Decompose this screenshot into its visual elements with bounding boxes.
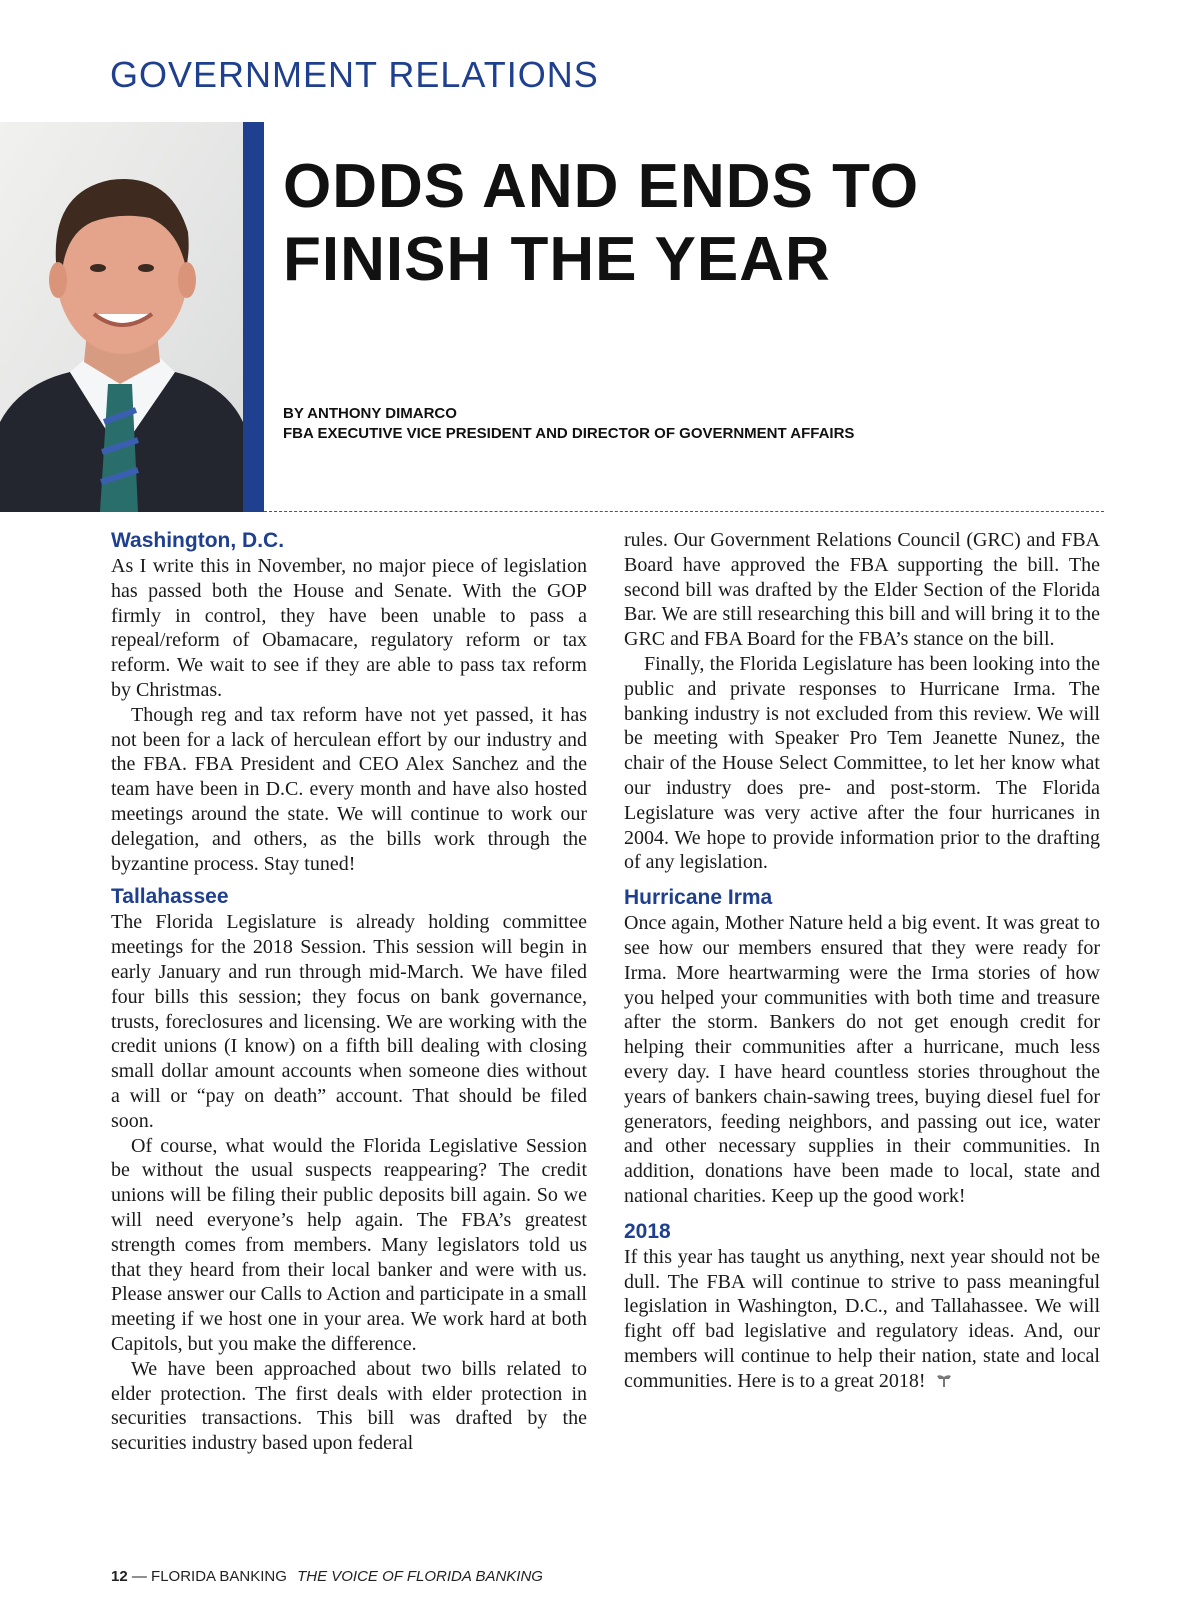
article-title [283,150,919,296]
paragraph: Of course, what would the Florida Legislative Session be without the usual suspects reappearing? The credit unions will be filing their public deposits bill again. So we will need everyone’s help again. The FBA’s greatest strength comes from members. Many legislators told us that they heard from their local banker and were with us. Please answer our Calls to Action and participate in a small meeting if we host one in your area. We work hard at both Capitols, but you make the difference. [111,1134,587,1355]
paragraph: rules. Our Government Relations Council (GRC) and FBA Board have approved the FBA supporting the bill. The second bill was drafted by the Elder Section of the Florida Bar. We are still researching this bill and will bring it to the GRC and FBA Board for the FBA’s stance on the bill. [624,529,1100,651]
publication-tagline: THE VOICE OF FLORIDA BANKING [297,1568,543,1585]
byline-author: BY ANTHONY DIMARCO [283,405,457,422]
heading-hurricane-irma: Hurricane Irma [624,886,773,910]
page-footer [111,1568,543,1585]
right-column [624,528,1100,1394]
author-photo [0,122,243,512]
paragraph: We have been approached about two bills related to elder protection. The first deals with elder protection in securities transactions. This bill was drafted by the securities industry based upon federal [111,1357,587,1455]
byline [283,404,854,444]
byline-role: FBA EXECUTIVE VICE PRESIDENT AND DIRECTOR OF GOVERNMENT AFFAIRS [283,425,855,442]
heading-tallahassee: Tallahassee [111,885,229,909]
footer-separator: — [131,1568,147,1585]
title-line-2: FINISH THE YEAR [283,225,831,294]
heading-2018: 2018 [624,1219,671,1243]
paragraph: Though reg and tax reform have not yet passed, it has not been for a lack of herculean effort by our industry and the FBA. FBA President and CEO Alex Sanchez and the team have been in D.C. every month and have also hosted meetings around the state. We will continue to work our delegation, and others, as the bills work through the byzantine process. Stay tuned! [111,703,587,875]
section-label: GOVERNMENT RELATIONS [110,54,599,95]
accent-bar [243,122,264,512]
left-column [111,528,587,1456]
paragraph-last [624,1245,1100,1394]
fba-logo-icon [936,1374,952,1388]
page-number: 12 [111,1568,128,1585]
divider [264,511,1104,512]
paragraph: The Florida Legislature is already holding committee meetings for the 2018 Session. This session will begin in early January and run through mid-March. We have filed four bills this session; they focus on bank governance, trusts, foreclosures and licensing. We are working with the credit unions (I know) on a fifth bill dealing with closing small dollar amount accounts when someone dies without a will or “pay on death” account. That should be filed soon. [111,911,587,1132]
author-portrait-image [0,122,243,512]
paragraph: Once again, Mother Nature held a big event. It was great to see how our members ensured that they were ready for Irma. More heartwarming were the Irma stories of how you helped your communities with both time and treasure after the storm. Bankers do not get enough credit for helping their communities after a hurricane, much less every day. I have heard countless stories throughout the years of bankers chain-sawing trees, buying diesel fuel for generators, feeding neighbors, and passing out ice, water and other necessary supplies in their communities. In addition, donations have been made to local, state and national charities. Keep up the good work! [624,912,1100,1207]
publication-name: FLORIDA BANKING [151,1568,287,1585]
title-line-1: ODDS AND ENDS TO [283,152,920,221]
paragraph: As I write this in November, no major piece of legislation has passed both the House and Senate. With the GOP firmly in control, they have been unable to pass a repeal/reform of Obamacare, regulatory reform or tax reform. We wait to see if they are able to pass tax reform by Christmas. [111,555,587,701]
paragraph: Finally, the Florida Legislature has been looking into the public and private responses to Hurricane Irma. The banking industry is not excluded from this review. We will be meeting with Speaker Pro Tem Jeanette Nunez, the chair of the House Select Committee, to let her know what our industry does pre- and post-storm. The Florida Legislature was very active after the four hurricanes in 2004. We hope to provide information prior to the drafting of any legislation. [624,652,1100,874]
paragraph-text: If this year has taught us anything, next year should not be dull. The FBA will continue to strive to pass meaningful legislation in Washington, D.C., and Tallahassee. We will fight off bad legislative and regulatory ideas. And, our members will continue to help their nation, state and local communities. Here is to a great 2018! [624,1245,1100,1392]
heading-washington: Washington, D.C. [111,529,285,552]
